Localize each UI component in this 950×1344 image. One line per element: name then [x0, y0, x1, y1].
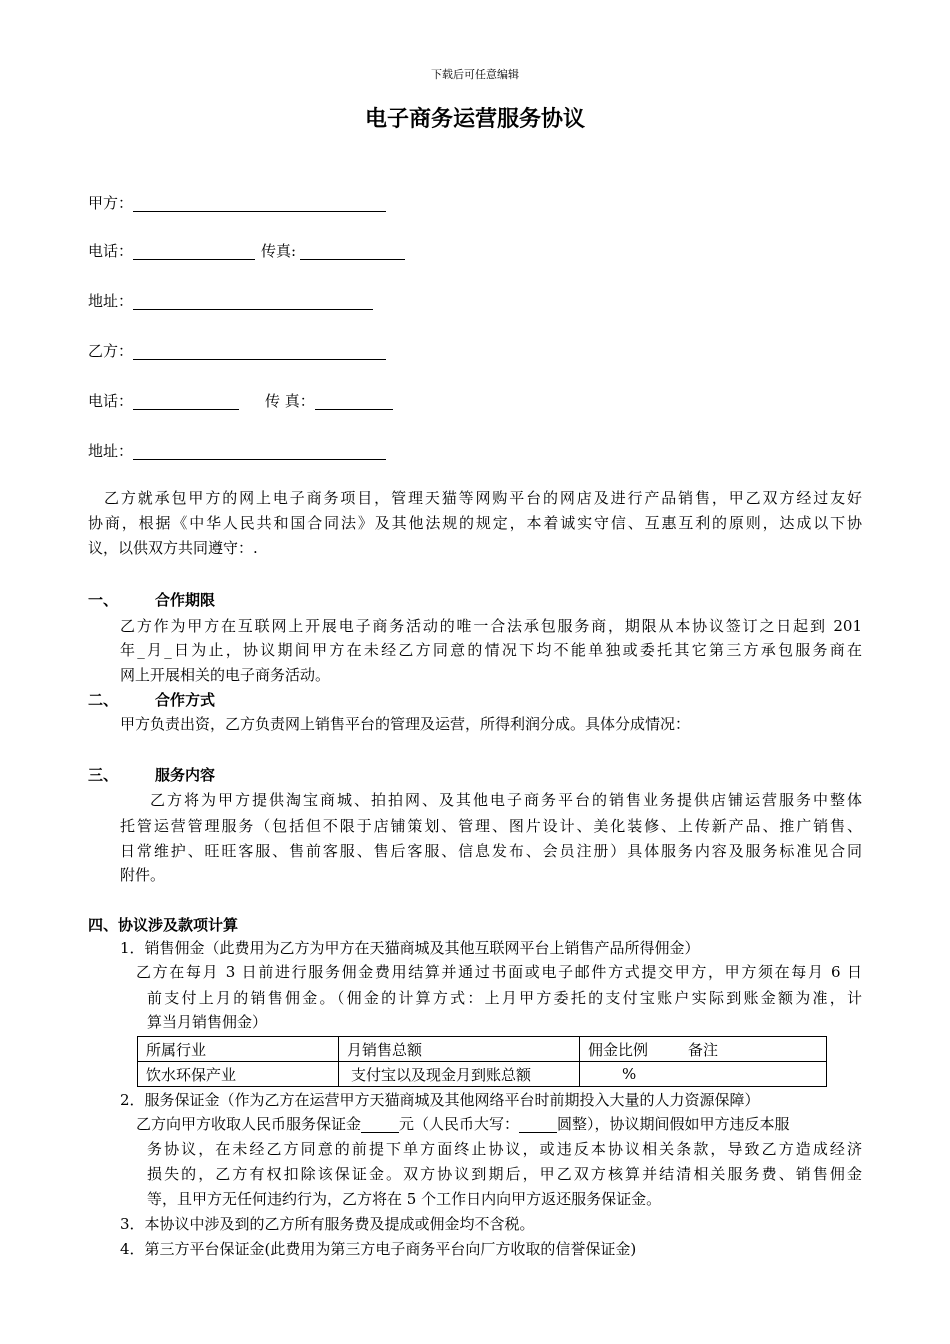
- label: 甲方：: [88, 194, 134, 212]
- intro-line: 乙方就承包甲方的网上电子商务项目，管理天猫等网购平台的网店及进行产品销售，甲乙双方经过友好: [104, 489, 862, 507]
- address-blank[interactable]: [133, 294, 373, 310]
- header-remark: 备注: [688, 1040, 719, 1059]
- address-blank[interactable]: [133, 444, 386, 460]
- table-cell: %: [580, 1062, 827, 1087]
- fax-blank[interactable]: [300, 244, 405, 260]
- intro-line: 协商，根据《中华人民共和国合同法》及其他法规的规定，本着诚实守信、互惠互利的原则，达成以下协: [88, 514, 862, 532]
- label: 地址：: [88, 292, 134, 310]
- body-line: 年_月_日为止，协议期间甲方在未经乙方同意的情况下均不能单独或委托其它第三方承包服务商在: [120, 641, 862, 659]
- section-title: 合作期限: [155, 591, 216, 609]
- party-a-blank[interactable]: [133, 196, 386, 212]
- body-line: 前支付上月的销售佣金。（佣金的计算方式：上月甲方委托的支付宝账户实际到账金额为准，计: [147, 989, 862, 1007]
- table-cell: 饮水环保产业: [138, 1062, 339, 1087]
- amount-words-blank[interactable]: [519, 1117, 557, 1133]
- body-line: 乙方在每月 3 日前进行服务佣金费用结算并通过书面或电子邮件方式提交甲方，甲方须在每月 6 日: [136, 963, 862, 981]
- amount-blank[interactable]: [361, 1117, 399, 1133]
- table-header: [580, 1037, 827, 1062]
- party-b-row: [88, 342, 386, 360]
- text: 圆整），协议期间假如甲方违反本服: [557, 1115, 790, 1133]
- section-number: 二、: [88, 691, 119, 709]
- section-title: 合作方式: [155, 691, 216, 709]
- body-line: [136, 1115, 790, 1133]
- fax-blank[interactable]: [315, 394, 393, 410]
- table-row: [138, 1062, 827, 1087]
- party-a-phone-row: [88, 242, 405, 260]
- phone-blank[interactable]: [133, 394, 239, 410]
- table-header-row: [138, 1037, 827, 1062]
- header-note: 下载后可任意编辑: [431, 68, 519, 81]
- body-line: 附件。: [120, 866, 166, 884]
- body-line: 乙方作为甲方在互联网上开展电子商务活动的唯一合法承包服务商，期限从本协议签订之日起到 201: [120, 617, 862, 635]
- header-ratio: 佣金比例: [588, 1040, 649, 1059]
- body-line: 损失的，乙方有权扣除该保证金。双方协议到期后，甲乙双方核算并结清相关服务费、销售佣金: [147, 1165, 862, 1183]
- body-line: 等，且甲方无任何违约行为，乙方将在 5 个工作日内向甲方返还服务保证金。: [147, 1190, 662, 1208]
- phone-blank[interactable]: [133, 244, 255, 260]
- text: 元（人民币大写：: [399, 1115, 520, 1133]
- section-title: 四、协议涉及款项计算: [88, 916, 239, 934]
- section-number: 一、: [88, 591, 119, 609]
- item-3: 3．本协议中涉及到的乙方所有服务费及提成或佣金均不含税。: [120, 1215, 535, 1233]
- table-header: 月销售总额: [339, 1037, 580, 1062]
- intro-line: 议，以供双方共同遵守：.: [88, 539, 258, 557]
- table-header: 所属行业: [138, 1037, 339, 1062]
- body-line: 务协议，在未经乙方同意的前提下单方面终止协议，或违反本协议相关条款，导致乙方造成经济: [147, 1140, 862, 1158]
- party-a-row: [88, 194, 386, 212]
- label: 电话：: [88, 242, 134, 260]
- item-2: 2．服务保证金（作为乙方在运营甲方天猫商城及其他网络平台时前期投入大量的人力资源保障）: [120, 1091, 760, 1109]
- body-line: 甲方负责出资，乙方负责网上销售平台的管理及运营，所得利润分成。具体分成情况：: [120, 715, 691, 733]
- section-title: 服务内容: [155, 766, 216, 784]
- label: 传 真：: [265, 392, 315, 410]
- party-a-address-row: [88, 292, 373, 310]
- party-b-blank[interactable]: [133, 344, 386, 360]
- label: 地址：: [88, 442, 134, 460]
- commission-table: [137, 1036, 827, 1087]
- body-line: 网上开展相关的电子商务活动。: [120, 666, 331, 684]
- label: 传真:: [261, 242, 297, 260]
- body-line: 算当月销售佣金）: [147, 1013, 268, 1031]
- label: 乙方：: [88, 342, 134, 360]
- label: 电话：: [88, 392, 134, 410]
- body-line: 日常维护、旺旺客服、售前客服、售后客服、信息发布、会员注册）具体服务内容及服务标准见合同: [120, 842, 862, 860]
- page-title: 电子商务运营服务协议: [364, 106, 585, 132]
- body-line: 托管运营管理服务（包括但不限于店铺策划、管理、图片设计、美化装修、上传新产品、推广销售、: [120, 817, 862, 835]
- party-b-phone-row: [88, 392, 393, 410]
- item-4: 4．第三方平台保证金(此费用为第三方电子商务平台向厂方收取的信誉保证金): [120, 1240, 637, 1258]
- party-b-address-row: [88, 442, 386, 460]
- section-number: 三、: [88, 766, 119, 784]
- text: 乙方向甲方收取人民币服务保证金: [136, 1115, 362, 1133]
- body-line: 乙方将为甲方提供淘宝商城、拍拍网、及其他电子商务平台的销售业务提供店铺运营服务中整体: [150, 791, 862, 809]
- table-cell: 支付宝以及现金月到账总额: [339, 1062, 580, 1087]
- item-1: 1．销售佣金（此费用为乙方为甲方在天猫商城及其他互联网平台上销售产品所得佣金）: [120, 939, 700, 957]
